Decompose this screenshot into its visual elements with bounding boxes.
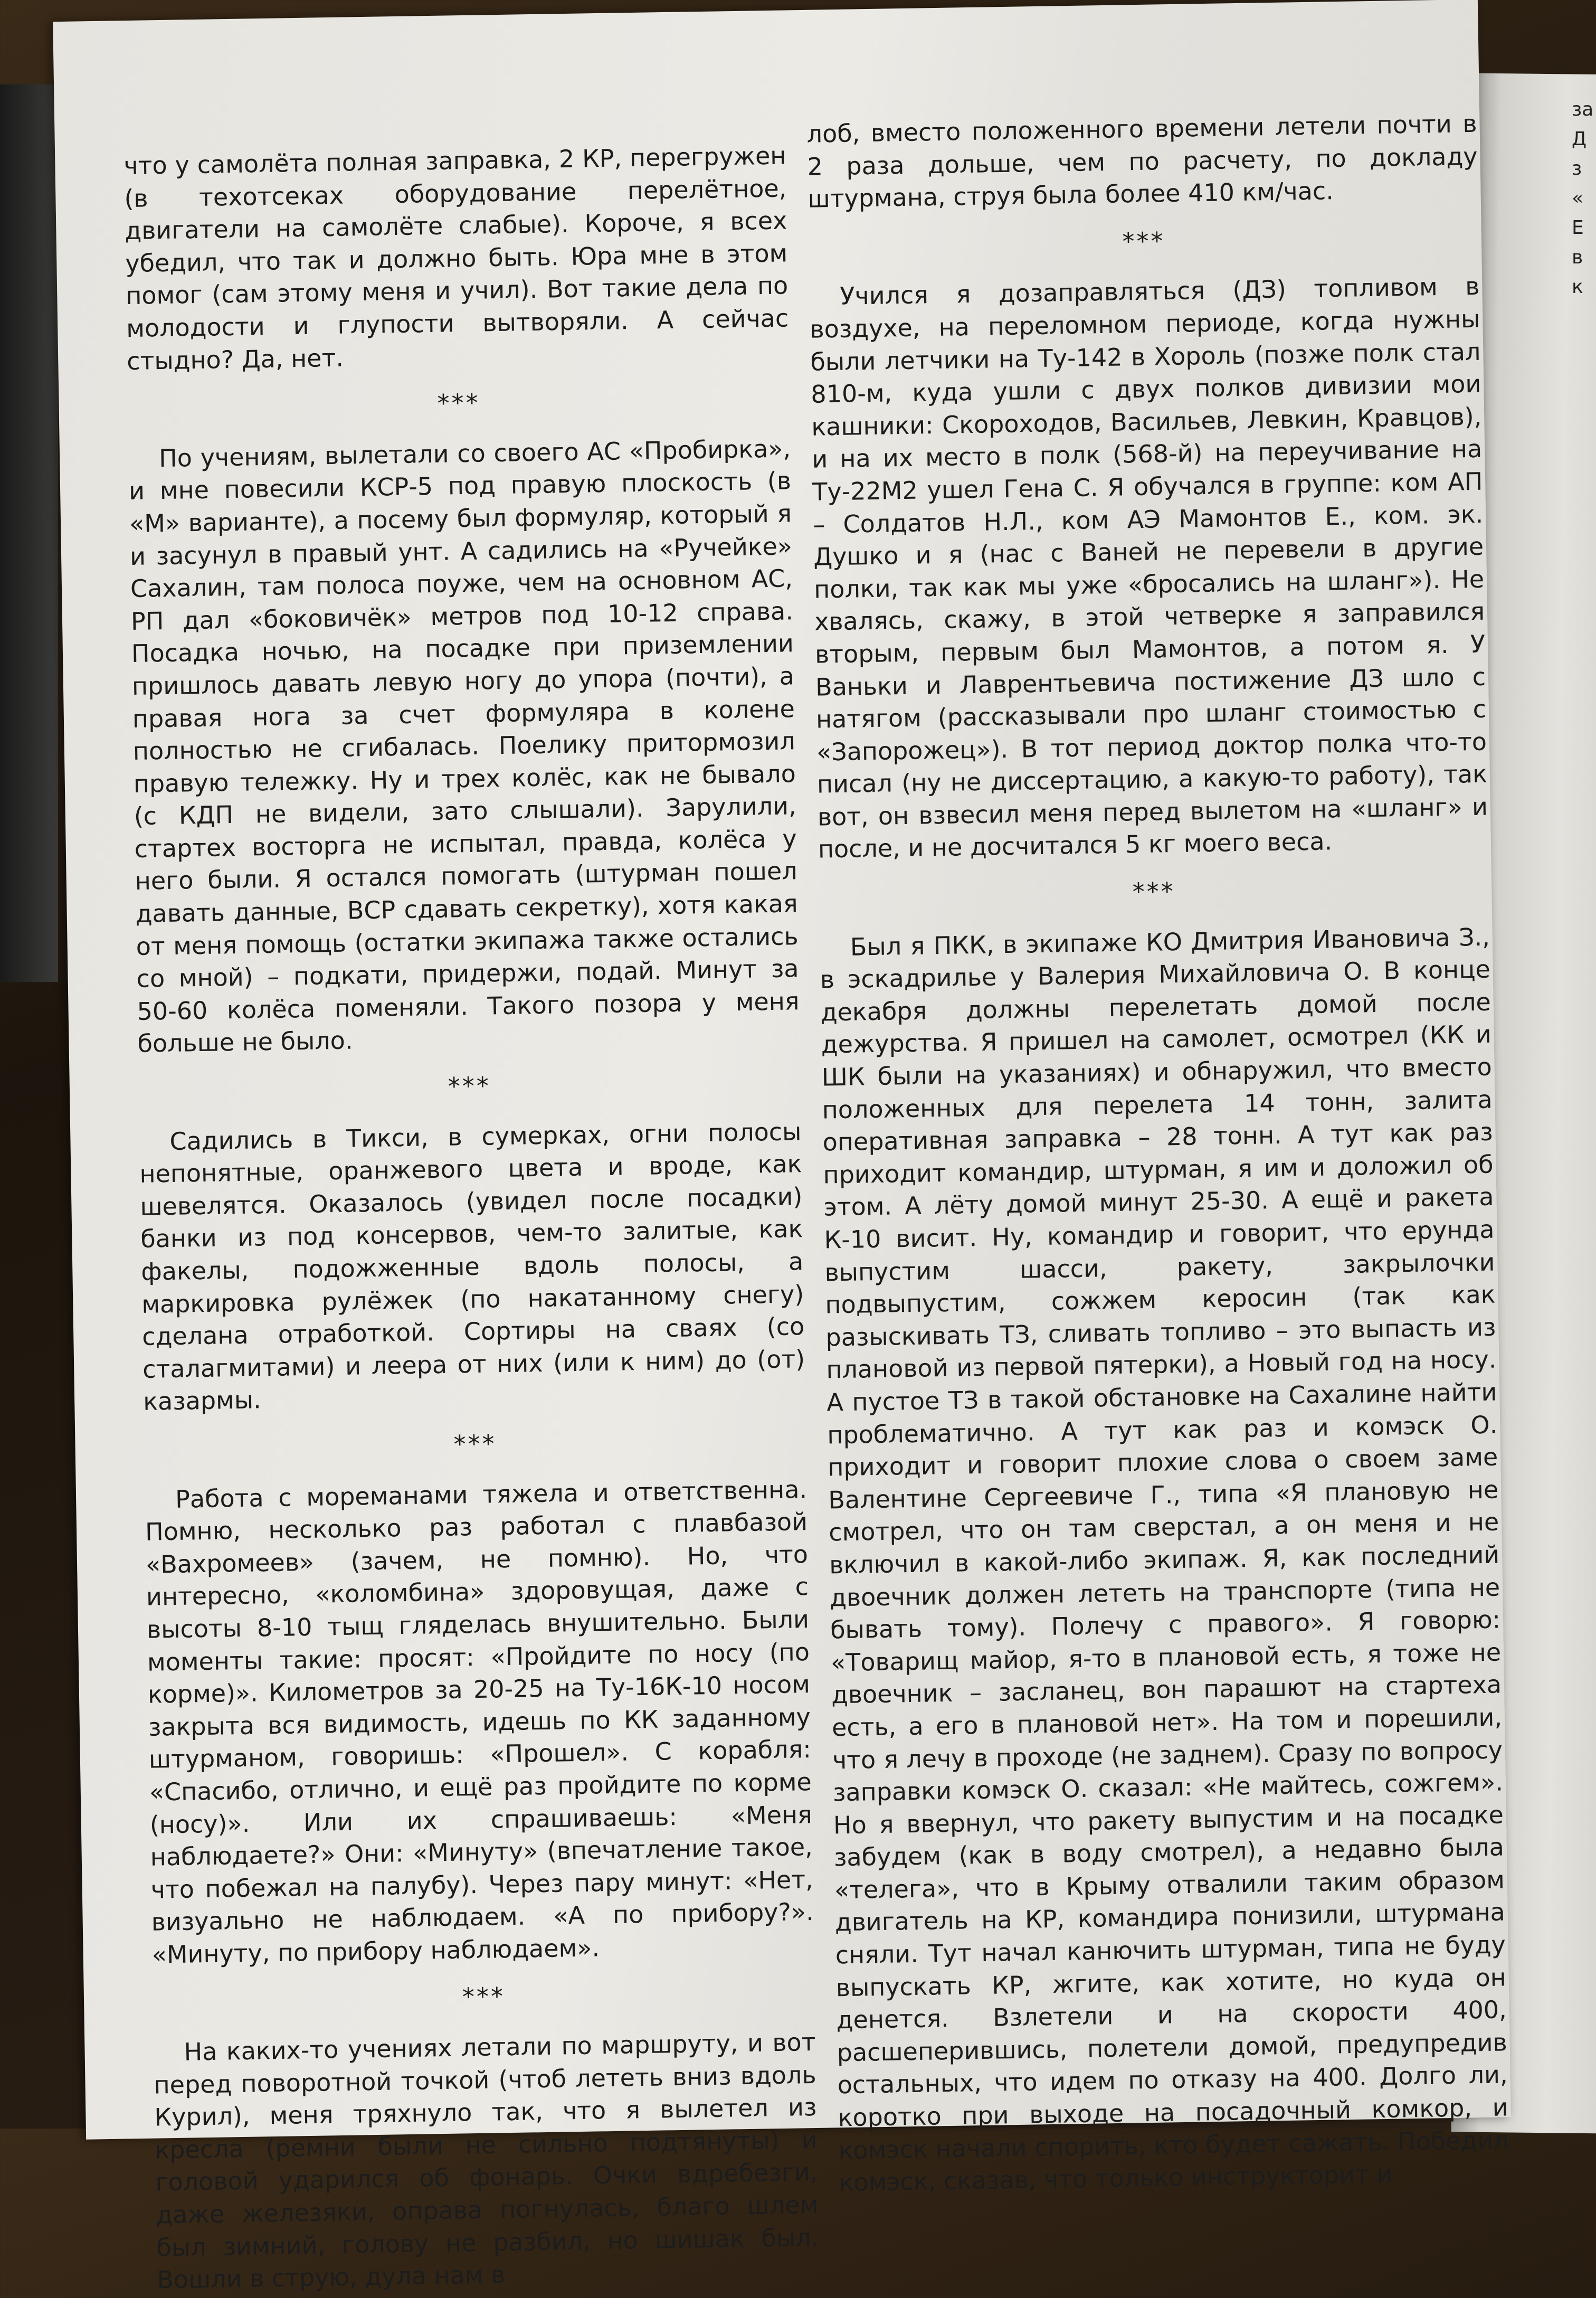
paragraph: лоб, вместо положенного времени летели почти в 2 раза дольше, чем по расчету, по докладу штурмана, струя была более 410 км/час. (806, 109, 1478, 213)
left-text-column (124, 139, 820, 2296)
background-object (0, 84, 58, 982)
paragraph: что у самолёта полная заправка, 2 КР, перегружен (в техотсеках оборудование перелётное, двигатели на самолёте слабые). Короче, я всех убедил, что так и должно быть. Юра мне в этом помог (сам этому меня и учил). Вот такие дела по молодости и глупости вытворяли. А сейчас стыдно? Да, нет. (124, 141, 789, 375)
paragraph: Был я ПКК, в экипаже КО Дмитрия Ивановича З., в эскадрильe у Валерия Михайловича О. В конце декабря должны перелетать домой после дежурства. Я пришел на самолет, осмотрел (КК и ШК были на указаниях) и обнаружил, что вместо положенных для перелета 14 тонн, залита оперативная заправка – 28 тонн. А тут как раз приходит командир, штурман, я им и доложил об этом. А лёту домой минут 25-30. А ещё и ракета К-10 висит. Ну, командир и говорит, что ерунда выпустим шасси, ракету, закрылочки подвыпустим, сожжем керосин (так как разыскивать ТЗ, сливать топливо – это выпасть из плановой из первой пятерки), а Новый год на носу. А пустое ТЗ в такой обстановке на Сахалине найти проблематично. А тут как раз и комэск О. приходит и говорит плохие слова о своем заме Валентине Сергеевиче Г., типа «Я плановую не смотрел, что он там сверстал, а он меня и не включил в какой-либо экипаж. Я, как последний двоечник должен лететь на транспорте (типа не бывать тому). Полечу с правого». Я говорю: «Товарищ майор, я-то в плановой есть, я тоже не двоечник – засланец, вон парашют на стартеха есть, а его в плановой нет». На том и порешили, что я лечу в проходе (не заднем). Сразу по вопросу заправки комэск О. сказал: «Не майтесь, сожгем». Но я ввернул, что ракету выпустим и на посадке забудем (как в воду смотрел), а недавно была «телега», что в Крыму отвалили таким образом двигатель на КР, командира понизили, штурмана сняли. Тут начал канючить штурман, типа не буду выпускать КР, жгите, как хотите, но куда он денется. Взлетели и на скорости 400, расшеперившись, полетели домой, предупредив остальных, что идем по отказу на 400. Долго ли, коротко при выходе на посадочный комкор, и комэск начали спорить, кто будет сажать. Победил комэск, сказав, что только инструкторит и (820, 922, 1509, 2197)
paragraph: Садились в Тикси, в сумерках, огни полосы непонятные, оранжевого цвета и вроде, как шевелятся. Оказалось (увидел после посадки) банки из под консервов, чем-то залитые, как факелы, подожженные вдоль полосы, а маркировка рулёжек (по накатанному снегу) сделана отработкой. Сортиры на сваях (со сталагмитами) и леера от них (или к ним) до (от) казармы. (139, 1117, 805, 1416)
section-separator: *** (462, 1982, 506, 2011)
paragraph: Учился я дозаправляться (ДЗ) топливом в воздухе, на переломном периоде, когда нужны были летчики на Ту-142 в Хороль (позже полк стал 810-м, куда ушли с двух полков дивизии мои кашники: Скороходов, Васильев, Левкин, Кравцов), и на их место в полк (568-й) на переучивание на Ту-22М2 ушел Гена С. Я обучался в группе: ком АП – Солдатов Н.Л., ком АЭ Мамонтов Е., ком. эк. Душко и я (нас с Ваней не перевели в другие полки, так как мы уже «бросались на шланг»). Не хвалясь, скажу, в этой четверке я заправился вторым, первым был Мамонтов, а потом я. У Ваньки и Лаврентьевича постижение ДЗ шло с натягом (рассказывали про шланг стоимостью с «Запорожец»). В тот период доктор полка что-то писал (ну не диссертацию, а какую-то работу), так вот, он взвесил меня перед вылетом на «шланг» и после, и не досчитался 5 кг моего веса. (810, 272, 1488, 864)
section-separator: *** (453, 1429, 497, 1459)
section-separator: *** (437, 388, 481, 418)
right-text-column (806, 108, 1509, 2199)
book-page (53, 0, 1511, 2294)
facing-page-text-fragments: за Д з « Е в к (1572, 99, 1594, 298)
paragraph: Работа с мореманами тяжела и ответственна. Помню, несколько раз работал с плавбазой «Вахромеев» (зачем, не помню). Но, что интересно, «коломбина» здоровущая, даже с высоты 8-10 тыщ гляделась внушительно. Были моменты такие: просят: «Пройдите по носу (по корме)». Километров за 20-25 на Ту-16К-10 носом закрыта вся видимость, идешь по КК заданному штурманом, говоришь: «Прошел». С корабля: «Спасибо, отлично, и ещё раз пройдите по корме (носу)». Или их спрашиваешь: «Меня наблюдаете?» Они: «Минуту» (впечатление такое, что побежал на палубу). Через пару минут: «Нет, визуально не наблюдаем. «А по прибору?». «Минуту, по прибору наблюдаем». (145, 1474, 814, 1969)
section-separator: *** (1132, 877, 1176, 906)
paragraph: На каких-то учениях летали по маршруту, и вот перед поворотной точкой (чтоб лететь вниз вдоль Курил), меня тряхнуло так, что я вылетел из кресла (ремни были не сильно подтянуты) и головой ударился об фонарь. Очки вдребезги, даже железяки, оправа погнулась, благо шлем был зимний, голову не разбил, но шишак был. Вошли в струю, дула нам в (154, 2028, 819, 2294)
section-separator: *** (1122, 226, 1165, 256)
section-separator: *** (448, 1071, 491, 1101)
paragraph: По учениям, вылетали со своего АС «Пробирка», и мне повесили КСР-5 под правую плоскость (в «М» варианте), а посему был формуляр, который я и засунул в правый унт. А садились на «Ручейке» Сахалин, там полоса поуже, чем на основном АС, РП дал «боковичёк» метров под 10-12 справа. Посадка ночью, на посадке при приземлении пришлось давать левую ногу до упора (почти), а правая нога за счет формуляра в колене полностью не сгибалась. Поелику притормозил правую тележку. Ну и трех колёс, как не бывало (с КДП не видели, зато слышали). Зарулили, стартех восторга не испытал, правда, колёса у него были. Я остался помогать (штурман пошел давать данные, ВСР сдавать секретку), хотя какая от меня помощь (остатки экипажа также остались со мной) – подкати, придержи, подай. Минут за 50-60 колёса поменяли. Такого позора у меня больше не было. (128, 434, 800, 1058)
